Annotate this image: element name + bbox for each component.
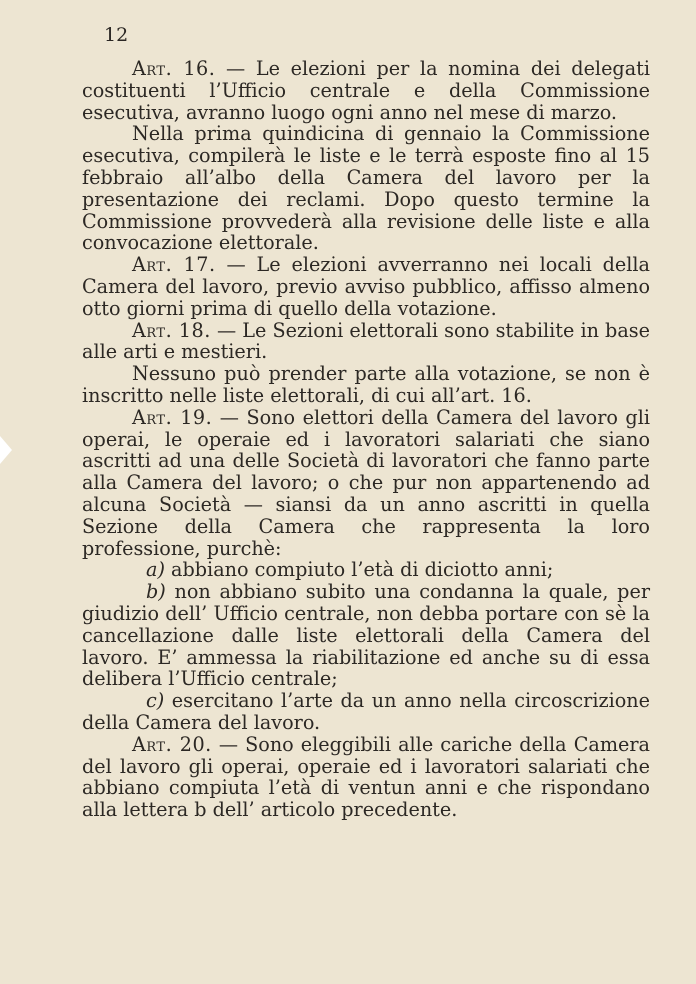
- article-text: — Le elezioni per la nomina dei delegati costituenti l’Ufficio centrale e della Commissione esecutiva, avranno luogo ogni anno nel mese di marzo.: [82, 57, 650, 124]
- item-label: a): [146, 558, 165, 582]
- article-text: — Sono eleggibili alle cariche della Camera del lavoro gli operai, operaie ed i lavoratori salariati che abbiano compiuta l’età di ventun anni e che rispondano alla lettera b dell’ articolo precedente.: [82, 732, 650, 822]
- item-text: esercitano l’arte da un anno nella circoscrizione della Camera del lavoro.: [82, 689, 651, 734]
- page-number: 12: [104, 24, 129, 46]
- article-text: — Sono elettori della Camera del lavoro gli operai, le operaie ed i lavoratori salariati che siano ascritti ad una delle Società di lavoratori che fanno parte alla Camera del lavoro; o che pur non appartenendo ad alcuna Società — siansi da un anno ascritti in quella Sezione della Camera che rappresenta la loro professione, purchè:: [82, 405, 650, 560]
- page-edge-tear: [0, 436, 12, 464]
- article-label: Art. 18.: [132, 318, 211, 342]
- article-label: Art. 19.: [132, 405, 213, 429]
- article-text: — Le elezioni avverranno nei locali della Camera del lavoro, previo avviso pubblico, affisso almeno otto giorni prima di quello della votazione.: [82, 253, 650, 320]
- article-17: [82, 254, 650, 319]
- item-text: non abbiano subito una condanna la quale, per giudizio dell’ Ufficio centrale, non debba portare con sè la cancellazione dalle liste elettorali della Camera del lavoro. E’ ammessa la riabilitazione ed anche su di essa delibera l’Ufficio centrale;: [82, 580, 650, 691]
- body-text: [82, 58, 650, 821]
- article-label: Art. 17.: [132, 253, 216, 277]
- item-text: abbiano compiuto l’età di diciotto anni;: [171, 558, 554, 582]
- article-20: [82, 734, 650, 821]
- article-text: — Le Sezioni elettorali sono stabilite in base alle arti e mestieri.: [82, 318, 650, 364]
- item-label: c): [146, 689, 165, 713]
- article-label: Art. 16.: [132, 57, 216, 80]
- paragraph: [82, 363, 650, 407]
- article-18: [82, 320, 650, 364]
- list-item-a: [82, 559, 650, 581]
- list-item-b: [82, 581, 650, 690]
- paragraph-text: Nella prima quindicina di gennaio la Commissione esecutiva, compilerà le liste e le terrà esposte fino al 15 febbraio all’albo della Camera del lavoro per la presentazione dei reclami. Dopo questo termine la Commissione provvederà alla revisione delle liste e alla convocazione elettorale.: [82, 122, 650, 255]
- article-19: [82, 407, 650, 560]
- item-label: b): [146, 580, 166, 604]
- list-item-c: [82, 690, 650, 734]
- paragraph: [82, 123, 650, 254]
- article-16: [82, 58, 650, 123]
- paragraph-text: Nessuno può prender parte alla votazione, se non è inscritto nelle liste elettorali, di cui all’art. 16.: [82, 362, 650, 407]
- article-label: Art. 20.: [132, 732, 212, 756]
